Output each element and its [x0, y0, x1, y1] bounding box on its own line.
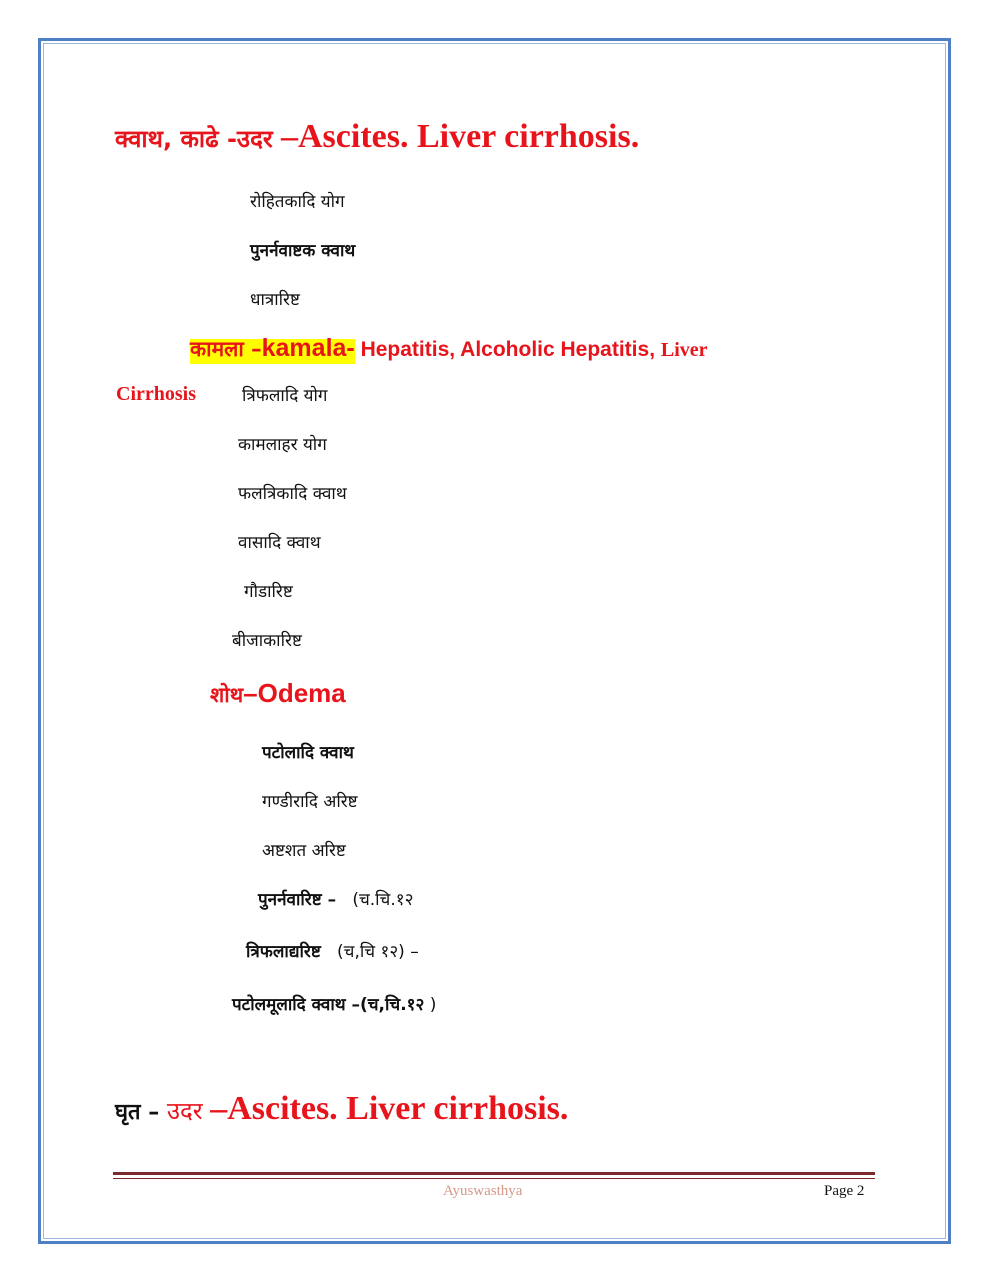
item-ref: (च.चि.१२ [352, 890, 414, 910]
list-item: फलत्रिकादि क्वाथ [238, 484, 347, 504]
shoth-deva: शोथ [210, 683, 244, 707]
list-item: पुनर्नवाष्टक क्वाथ [250, 241, 356, 261]
heading-kamala [190, 334, 708, 363]
page-number: Page 2 [824, 1183, 865, 1199]
heading-ghrit [115, 1090, 568, 1128]
list-item: पटोलादि क्वाथ [262, 743, 354, 763]
udar-deva: उदर [166, 1097, 211, 1125]
ghrit-english: –Ascites. Liver cirrhosis. [210, 1090, 569, 1127]
list-item [232, 992, 436, 1015]
list-item: बीजाकारिष्ट [232, 631, 302, 651]
heading-deva: क्वाथ, काढे -उदर [115, 125, 281, 153]
item-name: त्रिफलाद्यरिष्ट [246, 942, 321, 962]
item-name: पुनर्नवारिष्ट – [258, 890, 337, 910]
list-item [246, 939, 419, 962]
page-border-inner [43, 43, 946, 1239]
ghrit-deva: घृत – [115, 1100, 167, 1125]
footer-title: Ayuswasthya [443, 1183, 523, 1199]
list-item: कामलाहर योग [238, 435, 327, 455]
footer-rule-thick [113, 1172, 875, 1175]
hepatitis-text: Hepatitis, Alcoholic Hepatitis, [354, 338, 661, 361]
item-ref: (च,चि १२) – [337, 942, 419, 962]
liver-text: Liver [660, 339, 708, 361]
heading-odema [210, 678, 346, 709]
cirrhosis-text: Cirrhosis [116, 383, 196, 405]
list-item [258, 887, 413, 910]
list-item: वासादि क्वाथ [238, 533, 321, 553]
heading-english: –Ascites. Liver cirrhosis. [281, 118, 640, 155]
list-item: गौडारिष्ट [244, 582, 293, 602]
list-item: गण्डीरादि अरिष्ट [262, 792, 358, 812]
list-item: रोहितकादि योग [250, 192, 345, 212]
heading-ascites-kwath [115, 118, 639, 156]
list-item: त्रिफलादि योग [242, 386, 328, 406]
kamala-deva: कामला – [190, 337, 262, 361]
kamala-latin: kamala- [261, 334, 355, 362]
item-ref: ) [429, 995, 437, 1015]
odema-english: –Odema [243, 678, 346, 708]
footer-rule-thin [113, 1178, 875, 1179]
list-item: अष्टशत अरिष्ट [262, 841, 346, 861]
list-item: धात्रारिष्ट [250, 290, 300, 310]
item-name: पटोलमूलादि क्वाथ –(च,चि.१२ [232, 995, 425, 1015]
highlight-kamala [190, 334, 355, 364]
